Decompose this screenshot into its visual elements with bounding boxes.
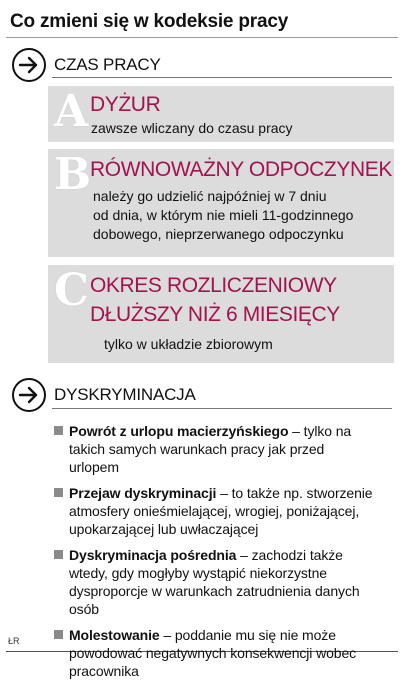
list-item-term: Molestowanie bbox=[69, 627, 160, 643]
item-b-heading: RÓWNOWAŻNY ODPOCZYNEK bbox=[90, 158, 392, 181]
list-item bbox=[54, 546, 374, 618]
item-b-panel bbox=[48, 149, 394, 257]
page-title: Co zmieni się w kodeksie pracy bbox=[10, 11, 289, 32]
item-a-heading: DYŻUR bbox=[90, 93, 161, 116]
letter-c: C bbox=[54, 265, 90, 316]
list-item-text: – zachodzi także wtedy, gdy mogłyby wystąpić niekorzystne dysproporcje w warunkach zatrudnienia danych osób bbox=[69, 547, 360, 617]
item-b-desc-line-2: od dnia, w którym nie mieli 11-godzinnego bbox=[93, 207, 354, 223]
item-c-panel bbox=[48, 265, 394, 363]
list-item bbox=[54, 422, 374, 476]
list-item bbox=[54, 484, 374, 538]
item-c-desc: tylko w układzie zbiorowym bbox=[104, 336, 273, 352]
square-bullet-icon bbox=[54, 630, 63, 639]
section-divider bbox=[52, 77, 392, 78]
letter-a: A bbox=[54, 86, 89, 137]
section-divider bbox=[52, 408, 392, 409]
item-a-desc: zawsze wliczany do czasu pracy bbox=[91, 120, 293, 136]
square-bullet-icon bbox=[54, 426, 63, 435]
item-b-desc-line-3: dobowego, nieprzerwanego odpoczynku bbox=[93, 226, 344, 242]
section-label: CZAS PRACY bbox=[54, 55, 161, 74]
author-credit: ŁR bbox=[8, 636, 20, 646]
list-item-text: – to także np. stworzenie atmosfery onieśmielającej, wrogiej, poniżającej, upokarzającej lub uwłaczającej bbox=[69, 485, 373, 537]
item-c-heading-line-2: DŁUŻSZY NIŻ 6 MIESIĘCY bbox=[90, 303, 340, 326]
item-a-panel bbox=[48, 86, 394, 142]
list-item-term: Przejaw dyskryminacji bbox=[69, 485, 217, 501]
arrow-right-circle-icon bbox=[12, 378, 46, 412]
letter-b: B bbox=[54, 149, 92, 200]
list-item-text: – poddanie mu się nie może powodować negatywnych konsekwencji wobec pracownika bbox=[69, 627, 357, 679]
item-c-heading-line-1: OKRES ROZLICZENIOWY bbox=[90, 274, 337, 297]
list-item-term: Dyskryminacja pośrednia bbox=[69, 547, 237, 563]
arrow-right-circle-icon bbox=[12, 48, 46, 82]
item-b-desc-line-1: należy go udzielić najpóźniej w 7 dniu bbox=[93, 188, 327, 204]
list-item-text: – tylko na takich samych warunkach pracy jak przed urlopem bbox=[69, 423, 352, 475]
square-bullet-icon bbox=[54, 488, 63, 497]
square-bullet-icon bbox=[54, 550, 63, 559]
section-label: DYSKRYMINACJA bbox=[54, 385, 196, 404]
list-item-term: Powrót z urlopu macierzyńskiego bbox=[69, 423, 289, 439]
section-dyskryminacja-header bbox=[12, 378, 196, 412]
dyskryminacja-list bbox=[54, 422, 374, 688]
title-divider bbox=[6, 37, 398, 38]
list-item bbox=[54, 626, 374, 680]
